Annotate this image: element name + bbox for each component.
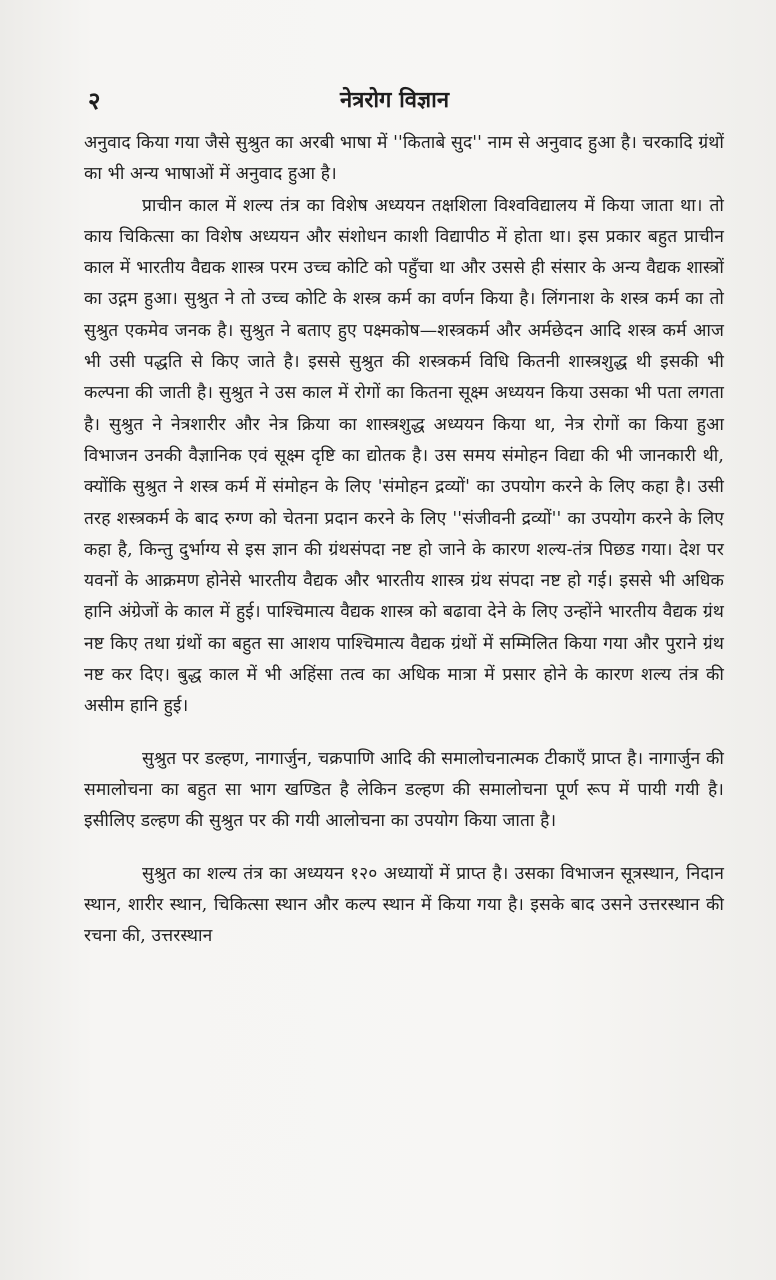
- paragraph-ancient-surgery: प्राचीन काल में शल्य तंत्र का विशेष अध्ययन तक्षशिला विश्वविद्यालय में किया जाता था। तो काय चिकित्सा का विशेष अध्ययन और संशोधन काशी विद्यापीठ में होता था। इस प्रकार बहुत प्राचीन काल में भारतीय वैद्यक शास्त्र परम उच्च कोटि को पहुँचा था और उससे ही संसार के अन्य वैद्यक शास्त्रों का उद्गम हुआ। सुश्रुत ने तो उच्च कोटि के शस्त्र कर्म का वर्णन किया है। लिंगनाश के शस्त्र कर्म का तो सुश्रुत एकमेव जनक है। सुश्रुत ने बताए हुए पक्ष्मकोष—शस्त्रकर्म और अर्मछेदन आदि शस्त्र कर्म आज भी उसी पद्धति से किए जाते है। इससे सुश्रुत की शस्त्रकर्म विधि कितनी शास्त्रशुद्ध थी इसकी भी कल्पना की जाती है। सुश्रुत ने उस काल में रोगों का कितना सूक्ष्म अध्ययन किया उसका भी पता लगता है। सुश्रुत ने नेत्रशारीर और नेत्र क्रिया का शास्त्रशुद्ध अध्ययन किया था, नेत्र रोगों का किया हुआ विभाजन उनकी वैज्ञानिक एवं सूक्ष्म दृष्टि का द्योतक है। उस समय संमोहन विद्या की भी जानकारी थी, क्योंकि सुश्रुत ने शस्त्र कर्म में संमोहन के लिए 'संमोहन द्रव्यों' का उपयोग करने के लिए कहा है। उसी तरह शस्त्रकर्म के बाद रुग्ण को चेतना प्रदान करने के लिए ''संजीवनी द्रव्यों'' का उपयोग करने के लिए कहा है, किन्तु दुर्भाग्य से इस ज्ञान की ग्रंथसंपदा नष्ट हो जाने के कारण शल्य-तंत्र पिछड गया। देश पर यवनों के आक्रमण होनेसे भारतीय वैद्यक और भारतीय शास्त्र ग्रंथ संपदा नष्ट हो गई। इससे भी अधिक हानि अंग्रेजों के काल में हुई। पाश्चिमात्य वैद्यक शास्त्र को बढावा देने के लिए उन्होंने भारतीय वैद्यक ग्रंथ नष्ट किए तथा ग्रंथों का बहुत सा आशय पाश्चिमात्य वैद्यक ग्रंथों में सम्मिलित किया गया और पुराने ग्रंथ नष्ट कर दिए। बुद्ध काल में भी अहिंसा तत्व का अधिक मात्रा में प्रसार होने के कारण शल्य तंत्र की असीम हानि हुई।: [84, 195, 724, 717]
- paragraph-continuation: अनुवाद किया गया जैसे सुश्रुत का अरबी भाषा में ''किताबे सुद'' नाम से अनुवाद हुआ है। चरकादि ग्रंथों का भी अन्य भाषाओं में अनुवाद हुआ है।: [84, 133, 724, 185]
- page-header: [84, 84, 724, 120]
- paragraph-commentaries: सुश्रुत पर डल्हण, नागार्जुन, चक्रपाणि आदि की समालोचनात्मक टीकाएँ प्राप्त है। नागार्जुन की समालोचना का बहुत सा भाग खण्डित है लेकिन डल्हण की समालोचना पूर्ण रूप में पायी गयी है। इसीलिए डल्हण की सुश्रुत पर की गयी आलोचना का उपयोग किया जाता है।: [84, 748, 724, 832]
- page-number: २: [88, 86, 101, 115]
- paragraph-chapters: सुश्रुत का शल्य तंत्र का अध्ययन १२० अध्यायों में प्राप्त है। उसका विभाजन सूत्रस्थान, निदान स्थान, शारीर स्थान, चिकित्सा स्थान और कल्प स्थान में किया गया है। इसके बाद उसने उत्तरस्थान की रचना की, उत्तरस्थान: [84, 863, 724, 947]
- running-title: नेत्ररोग विज्ञान: [340, 87, 450, 113]
- page-body: [84, 128, 724, 952]
